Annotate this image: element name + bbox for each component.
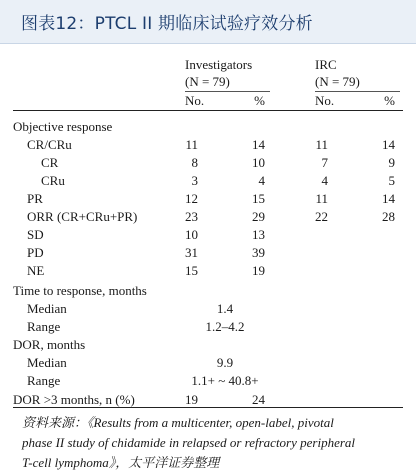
investigators-rule — [185, 91, 270, 92]
row-label: Range — [27, 319, 61, 334]
bottom-rule — [13, 407, 403, 408]
irc-pct-cell: 14 — [382, 137, 395, 152]
inv-no-cell: 3 — [191, 173, 198, 188]
row-label: Time to response, months — [13, 283, 147, 298]
irc-header: IRC — [315, 57, 337, 72]
inv-pct-cell: 29 — [252, 209, 265, 224]
inv-no-cell: 11 — [185, 137, 198, 152]
inv-pct-header: % — [254, 93, 265, 108]
source-line-2: phase II study of chidamide in relapsed or refractory peripheral — [22, 435, 356, 450]
inv-pct-cell: 10 — [252, 155, 265, 170]
inv-no-cell: 8 — [191, 155, 198, 170]
inv-pct-cell: 14 — [252, 137, 265, 152]
irc-pct-cell: 9 — [388, 155, 395, 170]
inv-pct-cell: 4 — [258, 173, 265, 188]
summary-cell: 9.9 — [216, 355, 234, 370]
inv-no-header: No. — [185, 93, 205, 108]
irc-no-header: No. — [315, 93, 335, 108]
summary-cell: 1.4 — [216, 301, 234, 316]
inv-no-cell: 19 — [185, 392, 198, 407]
irc-no-cell: 7 — [321, 155, 328, 170]
row-label: SD — [27, 227, 44, 242]
irc-pct-cell: 5 — [388, 173, 395, 188]
inv-pct-cell: 24 — [252, 392, 265, 407]
inv-no-cell: 15 — [185, 263, 198, 278]
inv-no-cell: 31 — [185, 245, 198, 260]
inv-pct-cell: 13 — [252, 227, 265, 242]
irc-pct-cell: 14 — [382, 191, 395, 206]
investigators-n: (N = 79) — [185, 74, 230, 89]
row-label: DOR, months — [13, 337, 86, 352]
investigators-header: Investigators — [185, 57, 253, 72]
row-label: CR — [41, 155, 59, 170]
header-rule — [13, 110, 403, 111]
row-label: Objective response — [13, 119, 113, 134]
row-label: Median — [27, 355, 67, 370]
figure-title: 图表12：PTCL II 期临床试验疗效分析 — [21, 14, 313, 34]
inv-pct-cell: 19 — [252, 263, 265, 278]
row-label: PR — [27, 191, 43, 206]
row-label: DOR >3 months, n (%) — [13, 392, 135, 407]
inv-pct-cell: 39 — [252, 245, 265, 260]
inv-no-cell: 23 — [185, 209, 198, 224]
summary-cell: 1.2–4.2 — [205, 319, 245, 334]
source-line-1: 资料来源：《Results from a multicenter, open-label, pivotal — [22, 415, 334, 430]
summary-cell: 1.1+ ~ 40.8+ — [191, 373, 259, 388]
inv-no-cell: 12 — [185, 191, 198, 206]
inv-no-cell: 10 — [185, 227, 198, 242]
irc-no-cell: 11 — [315, 191, 328, 206]
irc-n: (N = 79) — [315, 74, 360, 89]
row-label: CR/CRu — [27, 137, 72, 152]
source-line-3: T-cell lymphoma》，太平洋证券整理 — [22, 455, 220, 470]
source-caption — [22, 413, 402, 473]
row-label: ORR (CR+CRu+PR) — [27, 209, 138, 224]
irc-no-cell: 4 — [321, 173, 328, 188]
inv-pct-cell: 15 — [252, 191, 265, 206]
row-label: PD — [27, 245, 44, 260]
row-label: Range — [27, 373, 61, 388]
irc-pct-cell: 28 — [382, 209, 395, 224]
row-label: NE — [27, 263, 45, 278]
irc-no-cell: 11 — [315, 137, 328, 152]
row-label: Median — [27, 301, 67, 316]
irc-no-cell: 22 — [315, 209, 328, 224]
irc-pct-header: % — [384, 93, 395, 108]
row-label: CRu — [41, 173, 65, 188]
irc-rule — [315, 91, 400, 92]
